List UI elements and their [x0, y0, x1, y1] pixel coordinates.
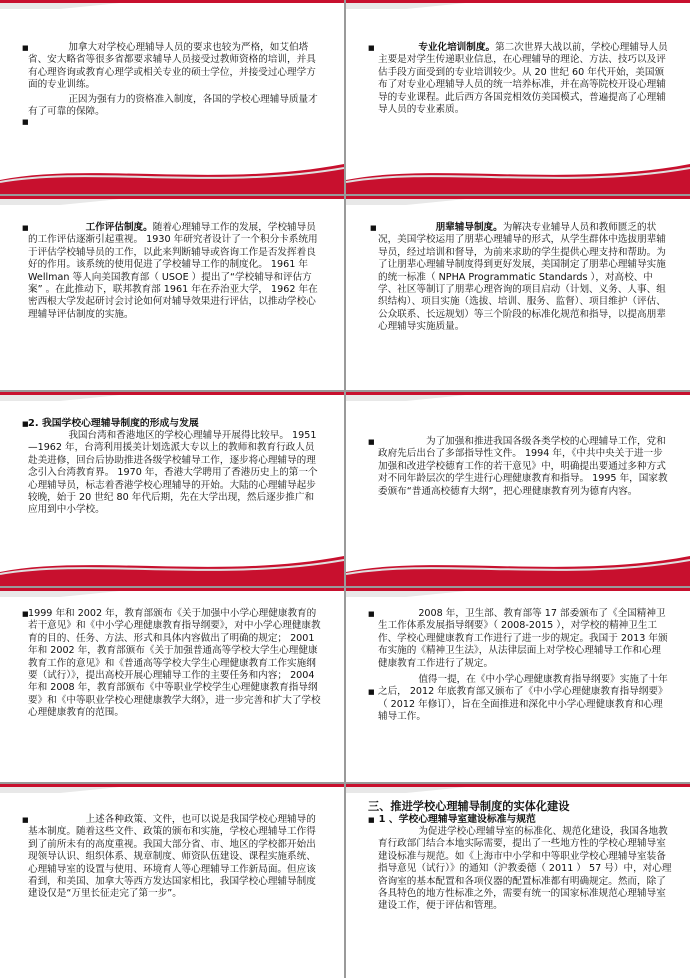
slide-10 — [346, 784, 690, 978]
bullet-icon: ■ — [22, 420, 29, 428]
section-heading: 2. 我国学校心理辅导制度的形成与发展 — [28, 418, 199, 429]
red-swoosh-decoration — [346, 158, 690, 194]
slide-body — [28, 418, 322, 517]
bullet-icon: ■ — [370, 224, 377, 232]
red-swoosh-decoration — [346, 550, 690, 586]
paragraph-text: 上述各种政策、文件，也可以说是我国学校心理辅导的基本制度。随着这些文件、政策的颁布和实施，学校心理辅导工作得到了前所未有的高度重视。我国大部分省、市、地区的学校都开始出现领导认识、组织体系、规章制度、师资队伍建设、课程实施系统、心理辅导室的设置与使用、环境育人等心理辅导工作新局面。但应该看到，和美国、加拿大等西方发达国家相比，我国学校心理辅导制度建设仅是“万里长征走完了第一步”。 — [28, 814, 316, 900]
red-top-stripe — [0, 196, 344, 206]
lead-term: 专业化培训制度。 — [418, 42, 496, 53]
bullet-icon: ■ — [368, 816, 375, 824]
paragraph-text: 2008 年，卫生部、教育部等 17 部委颁布了《全国精神卫生工作体系发展指导纲要》（ 2008-2015 ），对学校的精神卫生工作、学校心理健康教育工作进行了进一步的规定。我国于 2013 年颁布实施的《精神卫生法》，从法律层面上对学校心理辅导工作和心理健康教育工作进行了规定。 — [378, 608, 668, 669]
subsection-heading-text: 1 、学校心理辅导室建设标准与规范 — [378, 814, 536, 825]
slide-body — [28, 222, 322, 321]
slide-1 — [0, 0, 344, 194]
slide-body — [378, 42, 668, 116]
bullet-icon: ■ — [22, 118, 29, 126]
lead-term: 朋辈辅导制度。 — [435, 222, 503, 233]
paragraph-text: 值得一提，在《中小学心理健康教育指导纲要》实施了十年之后， 2012 年底教育部又颁布了《中小学心理健康教育指导纲要》（ 2012 年修订），旨在全面推进和深化中小学心理健康教育和心理辅导工作。 — [378, 674, 668, 723]
slide-body — [28, 608, 322, 720]
paragraph-text: 为了加强和推进我国各级各类学校的心理辅导工作，党和政府先后出台了多部指导性文件。 1994 年，《中共中央关于进一步加强和改进学校德育工作的若干意见》中，明确提出要通过多种方式对不同年龄层次的学生进行心理健康教育和指导。 1995 年，国家教委颁布“普通高校德育大纲”，把心理健康教育列为德育内容。 — [378, 436, 668, 497]
paragraph-text: 随着心理辅导工作的发展，学校辅导员的工作评估逐渐引起重视。 1930 年研究者设计了一个积分卡系统用于评估学校辅导员的工作，以此来判断辅导或咨询工作是否发挥着良好的作用。该系统的使用促进了学校辅导工作的制度化。 1961 年 Wellman 等人向美国教育部（ USOE ）提出了“学校辅导和评估方案” 。在此推动下，联邦教育部 1961 年在乔治亚大学， 1962 年在密西根大学发起研讨会讨论如何对辅导效果进行评估，以推动学校心理辅导评估制度的实施。 — [28, 222, 318, 320]
paragraph-text: 1999 年和 2002 年，教育部颁布《关于加强中小学心理健康教育的若干意见》和《中小学心理健康教育指导纲要》，对中小学心理健康教育的目的、任务、方法、形式和具体内容做出了明确的规定； 2001 年和 2002 年，教育部颁布《关于加强普通高等学校大学生心理健康教育工作的意见》和《普通高等学校大学生心理健康教育工作实施纲要（试行）》，提出高校开展心理辅导工作的主要任务和内容； 2004 年和 2008 年，教育部颁布《中等职业学校学生心理健康教育指导纲要》和《中等职业学校心理健康教学大纲》，进一步完善和扩大了学校心理健康教育的范围。 — [28, 608, 321, 719]
slide-4 — [346, 196, 690, 390]
paragraph-text: 为解决专业辅导人员和教师匮乏的状况，美国学校运用了朋辈心理辅导的形式，从学生群体中选拔朋辈辅导员，经过培训和督导，为前来求助的学生提供心理支持和帮助。为了让朋辈心理辅导制度得到更好发展，美国制定了朋辈心理辅导实施的统一标准（ NPHA Programmatic Standards ），对高校、中学、社区等制订了朋辈心理咨询的项目启动（计划、义务、人事、组织结构）、项目实施（选拔、培训、服务、监督）、项目维护（评估、公众联系、长远规划）等三个阶段的标准化规范和指导，以提高朋辈心理辅导实施质量。 — [378, 222, 666, 333]
red-top-stripe — [0, 0, 344, 10]
bullet-paragraph: 加拿大对学校心理辅导人员的要求也较为严格，如艾伯塔省、安大略省等很多省都要求辅导人员接受过教师资格的培训，并具有心理咨询或教育心理学或相关专业的硕士学位，并接受过心理学方面的专业训练。 — [28, 42, 316, 91]
subsection-heading — [368, 814, 672, 826]
bullet-icon: ■ — [368, 44, 375, 52]
slide-8 — [346, 588, 690, 782]
bullet-icon: ■ — [22, 44, 29, 52]
red-top-stripe — [346, 0, 690, 10]
paragraph-text: 第二次世界大战以前，学校心理辅导人员主要是对学生传递职业信息，在心理辅导的理论、方法、技巧以及评估手段方面受到的专业培训较少。从 20 世纪 60 年代开始，美国颁布了对专业心理辅导人员的统一培养标准，并在高等院校开设心理辅导的专业课程。此后西方各国竞相效仿美国模式，普遍提高了心理辅导人员的专业素质。 — [378, 42, 668, 116]
paragraph — [28, 222, 322, 321]
slide-9 — [0, 784, 344, 978]
slide-body — [378, 222, 672, 334]
red-top-stripe — [346, 392, 690, 402]
slide-body — [378, 436, 668, 498]
red-swoosh-decoration — [0, 550, 344, 586]
paragraph — [378, 222, 672, 334]
slide-3 — [0, 196, 344, 390]
slide-body — [28, 814, 322, 901]
red-swoosh-decoration — [0, 158, 344, 194]
red-top-stripe — [0, 784, 344, 794]
red-top-stripe — [346, 588, 690, 598]
slide-6 — [346, 392, 690, 586]
slide-5 — [0, 392, 344, 586]
bullet-icon: ■ — [368, 610, 375, 618]
bullet-paragraph: 正因为强有力的资格准入制度，各国的学校心理辅导质量才有了可靠的保障。 — [28, 93, 318, 118]
paragraph-text: 我国台湾和香港地区的学校心理辅导开展得比较早。 1951—1962 年，台湾利用援美计划选派大专以上的教师和教育行政人员赴美进修，回台后协助推进各级学校辅导工作，逐步将心理辅导的理念引入台湾教育界。 1970 年，香港大学聘用了香港历史上的第一个心理辅导员，标志着香港学校心理辅导的开始。大陆的心理辅导起步较晚，始于 20 世纪 80 年代后期，先在大学出现，然后逐步推广和应用到中小学校。 — [28, 430, 318, 516]
slide-7 — [0, 588, 344, 782]
red-top-stripe — [346, 784, 690, 794]
slide-2 — [346, 0, 690, 194]
slide-body — [368, 800, 672, 913]
bullet-icon: ■ — [368, 688, 375, 696]
paragraph — [378, 42, 668, 116]
slide-body — [28, 42, 322, 118]
slide-body — [378, 608, 668, 724]
red-top-stripe — [346, 196, 690, 206]
paragraph-text: 为促进学校心理辅导室的标准化、规范化建设，我国各地教育行政部门结合本地实际需要，提出了一些地方性的学校心理辅导室建设标准与规范。如《上海市中小学和中等职业学校心理辅导室装备指导意见（试行）》的通知（沪教委德（ 2011 ） 57 号）中，对心理咨询室的基本配置和各项仪器的配置标准都有明确规定。然而，除了各具特色的地方性标准之外，需要有统一的国家标准规范心理辅导室建设工作，便于评估和管理。 — [378, 826, 672, 912]
section-heading: 三、推进学校心理辅导制度的实体化建设 — [368, 800, 570, 813]
bullet-icon: ■ — [22, 224, 29, 232]
lead-term: 工作评估制度。 — [85, 222, 153, 233]
red-top-stripe — [0, 392, 344, 402]
red-top-stripe — [0, 588, 344, 598]
bullet-icon: ■ — [22, 816, 29, 824]
bullet-icon: ■ — [368, 438, 375, 446]
bullet-icon: ■ — [22, 610, 29, 618]
